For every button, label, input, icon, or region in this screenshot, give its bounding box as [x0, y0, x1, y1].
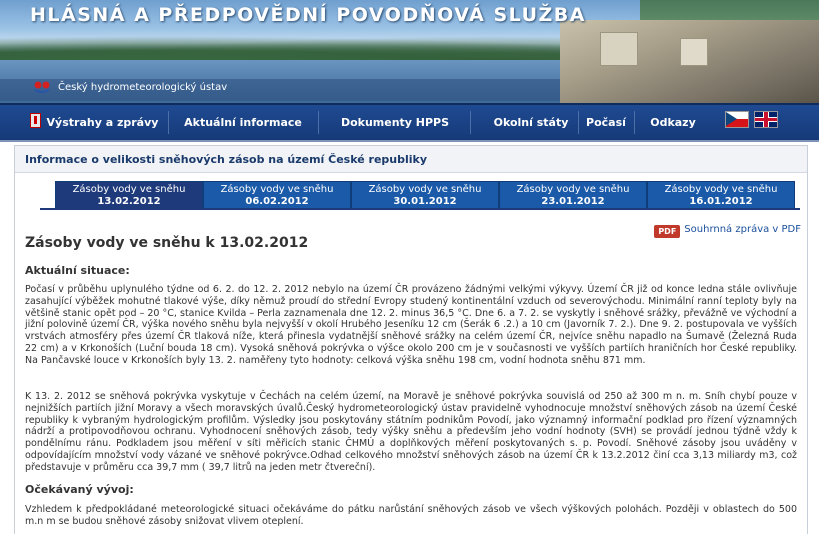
expected-development-heading: Očekávaný vývoj:: [25, 483, 134, 496]
tab-label: Zásoby vody ve sněhu: [368, 184, 482, 195]
section-header: [15, 146, 807, 173]
uk-flag-icon[interactable]: [754, 111, 778, 128]
pdf-icon: PDF: [654, 225, 680, 238]
banner-dam: [560, 20, 819, 103]
tab-label: Zásoby vody ve sněhu: [72, 184, 186, 195]
tab-label: Zásoby vody ve sněhu: [516, 184, 630, 195]
nav-separator: [578, 111, 579, 134]
report-heading: Zásoby vody ve sněhu k 13.02.2012: [25, 235, 309, 251]
tab-underline: [40, 208, 800, 210]
expected-development-text: Vzhledem k předpokládané meteorologické situaci očekáváme do pátku narůstání sněhových zásob ve všech výškových polohách. Později v oblastech do 500 m.n m se budou sněhové zásoby snižovat vlivem oteplení.: [25, 504, 797, 527]
nav-item-current-info[interactable]: Aktuální informace: [184, 116, 302, 129]
current-situation-heading: Aktuální situace:: [25, 264, 130, 277]
nav-separator: [168, 111, 169, 134]
nav-item-documents[interactable]: Dokumenty HPPS: [340, 116, 450, 129]
tab-snow-30-01-2012[interactable]: [351, 181, 499, 210]
pdf-report-link[interactable]: [654, 224, 801, 238]
tab-label: Zásoby vody ve sněhu: [220, 184, 334, 195]
czech-flag-icon[interactable]: [725, 111, 749, 128]
nav-separator: [634, 111, 635, 134]
nav-item-label: Výstrahy a zprávy: [46, 116, 159, 129]
tab-label: Zásoby vody ve sněhu: [664, 184, 778, 195]
nav-item-warnings[interactable]: [28, 105, 160, 140]
nav-item-weather[interactable]: Počasí: [586, 116, 626, 129]
tab-date: 06.02.2012: [245, 196, 309, 207]
dam-tower: [600, 32, 638, 66]
current-situation-text: Počasí v průběhu uplynulého týdne od 6. 2. do 12. 2. 2012 nebylo na území ČR provázeno žádnými velkými výkyvy. Území ČR již od konce ledna stále ovlivňuje zasahující výběžek mohutné tlakové výše, díky němuž proudí do střední Evropy studený kontinentální vzduch od severovýchodu. Minimální ranní teploty byly na většině stanic opět pod – 20 °C, stanice Kvilda – Perla zaznamenala dne 12. 2. minus 36,5 °C. Dne 6. a 7. 2. se vyskytly i sněhové srážky, převážně ve východní a jižní polovině území ČR, výška nového sněhu byla nejvyšší v okolí Hrubého Jeseníku 12 cm (Šerák 6 .2.) a 10 cm (Javorník 7. 2.). Dne 9. 2. postupovala ve vyšších vrstvách atmosféry přes území ČR tlaková níže, která přinesla vydatnější sněhové srážky na celém území ČR, nejvíce sněhu napadlo na Šumavě (Železná Ruda 22 cm) a v Krkonoších (Luční bouda 18 cm). Vysoká sněhová pokrývka o výšce okolo 200 cm je v současnosti ve vyšších partiích hraničních hor České republiky. Na Pančavské louce v Krkonoších byly 13. 2. naměřeny tyto hodnoty: celková výška sněhu 198 cm, vodní hodnota sněhu 871 mm.: [25, 284, 797, 366]
tab-date: 13.02.2012: [97, 196, 161, 207]
site-title: HLÁSNÁ A PŘEDPOVĚDNÍ POVODŇOVÁ SLUŽBA: [30, 4, 586, 26]
tab-snow-16-01-2012[interactable]: [647, 181, 795, 210]
dam-tower-small: [680, 38, 708, 66]
header-banner: [0, 0, 819, 103]
nav-item-links[interactable]: Odkazy: [650, 116, 696, 129]
content-panel: [14, 145, 808, 534]
tab-date: 30.01.2012: [393, 196, 457, 207]
nav-item-neighbor-states[interactable]: Okolní státy: [493, 116, 569, 129]
tab-snow-13-02-2012[interactable]: [55, 181, 203, 210]
main-nav: [0, 103, 819, 142]
nav-separator: [318, 111, 319, 134]
org-name[interactable]: Český hydrometeorologický ústav: [58, 82, 228, 93]
snow-cover-text: K 13. 2. 2012 se sněhová pokrývka vyskytuje v Čechách na celém území, na Moravě je sněhové pokrývka souvislá od 250 až 300 m n. m. Sníh chybí pouze v nejnižších partiích jižní Moravy a všech moravských úvalů.Český hydrometeorologický ústav pravidelně vyhodnocuje množství sněhových zásob na území České republiky k vybraným hydrologickým profilům. Výsledky jsou poskytovány státním podnikům Povodí, jako významný informační podklad pro řízení významných nádrží a protipovodňovou ochranu. Vyhodnocení sněhových zásob, tedy výšky sněhu a především jeho vodní hodnoty (SVH) se provádí jednou týdně vždy k pondělnímu ránu. Podkladem jsou měření v síti měřicích stanic ČHMÚ a doplňkových měření poskytovaných s. p. Povodí. Sněhové zásoby jsou uváděny v odpovídajícím množství vody vázané ve sněhové pokrývce.Odhad celkového množství sněhových zásob na území ČR k 13.2.2012 činí cca 3,13 miliardy m3, což představuje v průměru cca 39,7 mm ( 39,7 litrů na jeden metr čtvereční).: [25, 391, 797, 473]
tab-snow-23-01-2012[interactable]: [499, 181, 647, 210]
pdf-link-label: Souhrnná zpráva v PDF: [684, 224, 801, 235]
tab-date: 16.01.2012: [689, 196, 753, 207]
section-title: Informace o velikosti sněhových zásob na území České republiky: [25, 153, 428, 166]
warning-icon: [30, 113, 41, 128]
tab-date: 23.01.2012: [541, 196, 605, 207]
tab-snow-06-02-2012[interactable]: [203, 181, 351, 210]
chmi-logo-icon[interactable]: [33, 80, 51, 94]
nav-separator: [470, 111, 471, 134]
